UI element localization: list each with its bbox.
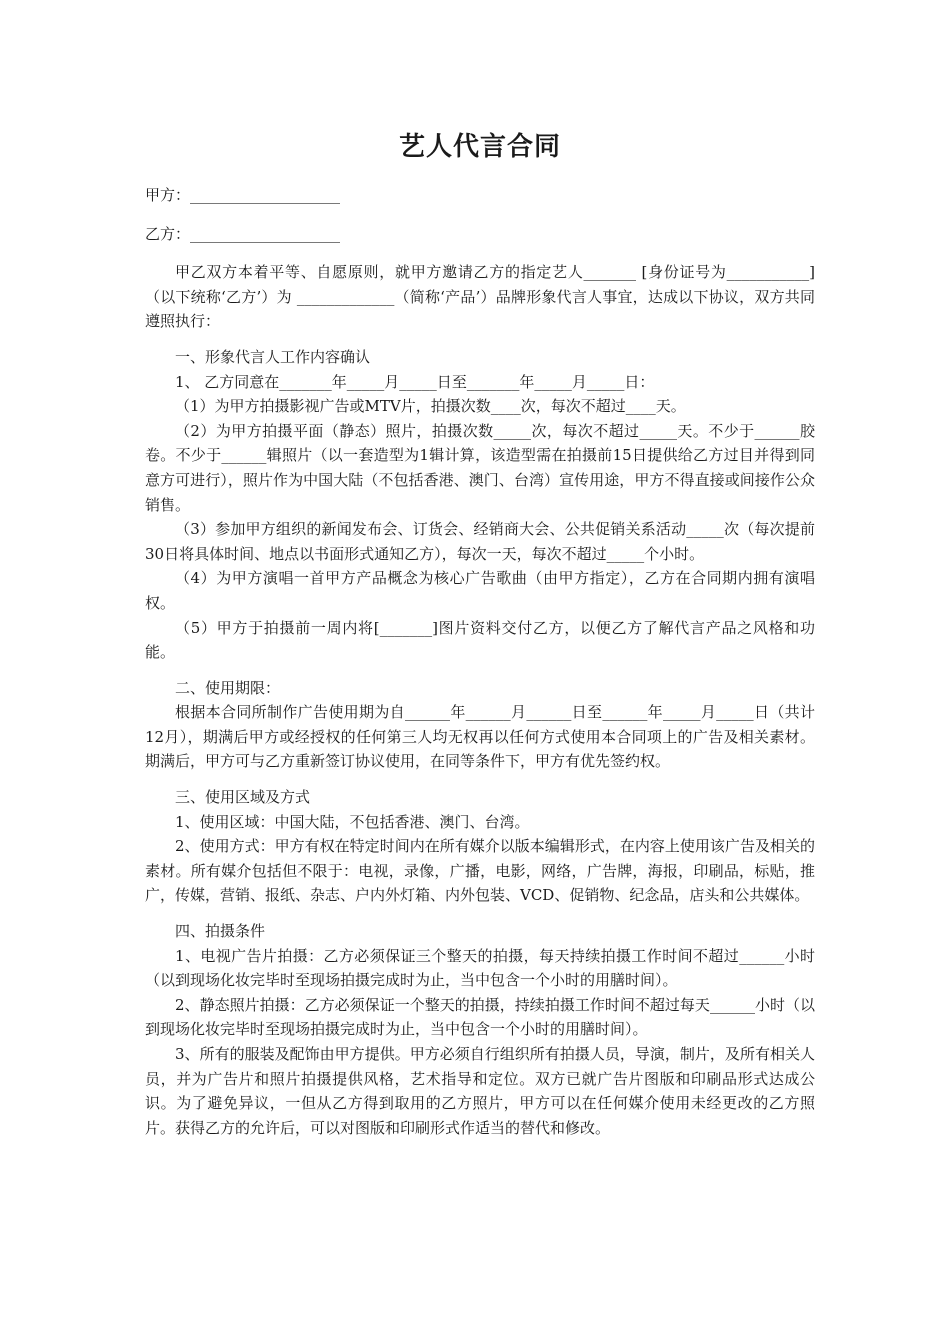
section-2-heading: 二、使用期限： — [175, 678, 281, 697]
section-1-para: （3）参加甲方组织的新闻发布会、订货会、经销商大会、公共促销关系活动_____次（每次提前30日将具体时间、地点以书面形式通知乙方），每次一天，每次不超过_____个小时。 — [145, 520, 815, 563]
party-a-line: 甲方：____________________ — [145, 186, 341, 204]
section-2-para: 根据本合同所制作广告使用期为自______年______月______日至______年_____月_____日（共计12月），期满后甲方或经授权的任何第三人均无权再以任何方式使用本合同项上的广告及相关素材。期满后，甲方可与乙方重新签订协议使用，在同等条件下，甲方有优先签约权。 — [145, 703, 815, 771]
section-3-heading: 三、使用区域及方式 — [175, 788, 311, 807]
contract-page — [145, 125, 815, 1140]
section-4-heading: 四、拍摄条件 — [175, 922, 266, 941]
section-3-para: 2、使用方式：甲方有权在特定时间内在所有媒介以版本编辑形式，在内容上使用该广告及相关的素材。所有媒介包括但不限于：电视，录像，广播，电影，网络，广告牌，海报，印刷品，标贴，推广，传媒，营销、报纸、杂志、户内外灯箱、内外包装、VCD、促销物、纪念品，店头和公共媒体。 — [145, 837, 815, 905]
section-4-para: 1、电视广告片拍摄：乙方必须保证三个整天的拍摄，每天持续拍摄工作时间不超过______小时（以到现场化妆完毕时至现场拍摄完成时为止，当中包含一个小时的用膳时间）。 — [145, 946, 815, 990]
section-1-para: 1、 乙方同意在_______年_____月_____日至_______年_____月_____日： — [175, 372, 655, 391]
section-1-para: （1）为甲方拍摄影视广告或MTV片，拍摄次数____次，每次不超过____天。 — [175, 397, 686, 416]
section-1-para: （4）为甲方演唱一首甲方产品概念为核心广告歌曲（由甲方指定），乙方在合同期内拥有演唱权。 — [145, 569, 815, 612]
section-3-para: 1、使用区域：中国大陆，不包括香港、澳门、台湾。 — [175, 812, 530, 831]
document-title: 艺人代言合同 — [398, 132, 561, 162]
section-4-para: 3、所有的服装及配饰由甲方提供。甲方必须自行组织所有拍摄人员，导演，制片，及所有相关人员，并为广告片和照片拍摄提供风格，艺术指导和定位。双方已就广告片图版和印刷品形式达成公识。为了避免异议，一但从乙方得到取用的乙方照片，甲方可以在任何媒介使用未经更改的乙方照片。获得乙方的允许后，可以对图版和印刷形式作适当的替代和修改。 — [145, 1045, 815, 1137]
section-4-para: 2、静态照片拍摄：乙方必须保证一个整天的拍摄，持续拍摄工作时间不超过每天______小时（以到现场化妆完毕时至现场拍摄完成时为止，当中包含一个小时的用膳时间）。 — [145, 995, 815, 1039]
section-1-para: （2）为甲方拍摄平面（静态）照片，拍摄次数_____次，每次不超过_____天。不少于______胶卷。不少于______辑照片（以一套造型为1辑计算，该造型需在拍摄前15日提供给乙方过目并得到同意方可进行），照片作为中国大陆（不包括香港、澳门、台湾）宣传用途，甲方不得直接或间接作公众销售。 — [145, 421, 815, 514]
party-b-line: 乙方：____________________ — [145, 224, 341, 243]
section-1-para: （5）甲方于拍摄前一周内将[_______]图片资料交付乙方，以便乙方了解代言产品之风格和功能。 — [145, 618, 815, 662]
intro-paragraph: 甲乙双方本着平等、自愿原则，就甲方邀请乙方的指定艺人_______ [身份证号为___________]（以下统称‘乙方’）为 _____________（简称‘产品’）品牌形象代言人事宜，达成以下协议，双方共同遵照执行： — [145, 263, 815, 331]
section-1-heading: 一、形象代言人工作内容确认 — [175, 347, 371, 366]
